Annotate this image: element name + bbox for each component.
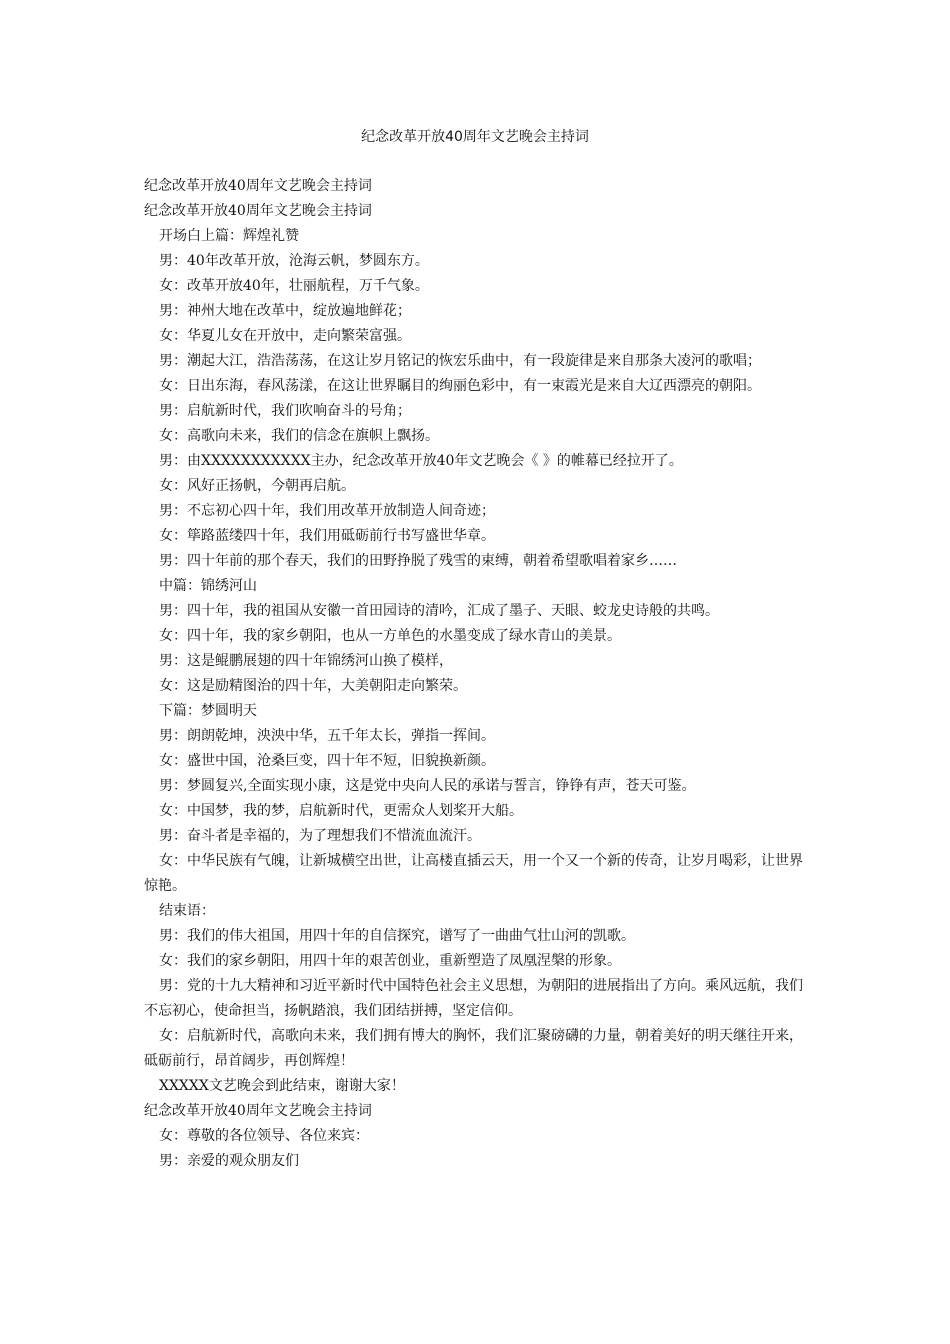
document-body [144,174,806,1174]
dialogue-line: 女：我们的家乡朝阳，用四十年的艰苦创业，重新塑造了凤凰涅槃的形象。 [159,953,621,969]
dialogue-line: 女：这是励精图治的四十年，大美朝阳走向繁荣。 [159,678,467,694]
dialogue-line: 男：梦圆复兴,全面实现小康，这是党中央向人民的承诺与誓言，铮铮有声，苍天可鉴。 [159,778,696,794]
dialogue-line: 男：四十年前的那个春天，我们的田野挣脱了残雪的束缚，朝着希望歌唱着家乡…… [159,553,677,569]
dialogue-line: 女：尊敬的各位领导、各位来宾： [159,1128,369,1144]
dialogue-line: 男：四十年，我的祖国从安徽一首田园诗的清吟，汇成了墨子、天眼、蛟龙史诗般的共鸣。 [159,603,719,619]
dialogue-line: 男：朗朗乾坤，泱泱中华，五千年太长，弹指一挥间。 [159,728,495,744]
dialogue-line: 女：中国梦，我的梦，启航新时代，更需众人划桨开大船。 [159,803,523,819]
dialogue-line: 女：中华民族有气魄，让新城横空出世，让高楼直插云天，用一个又一个新的传奇，让岁月喝彩，让世界惊艳。 [144,853,803,894]
dialogue-line: 男：启航新时代，我们吹响奋斗的号角； [159,403,411,419]
dialogue-line: 女：启航新时代，高歌向未来，我们拥有博大的胸怀，我们汇聚磅礴的力量，朝着美好的明天继往开来，砥砺前行，昂首阔步，再创辉煌！ [144,1028,803,1069]
dialogue-line: 男：亲爱的观众朋友们 [159,1153,299,1169]
section-heading-opening: 开场白上篇：辉煌礼赞 [159,228,299,244]
paragraph-heading-repeat: 纪念改革开放40周年文艺晚会主持词 [144,178,372,194]
dialogue-line: 男：党的十九大精神和习近平新时代中国特色社会主义思想，为朝阳的进展指出了方向。乘风远航，我们不忘初心，使命担当，扬帆踏浪，我们团结拼搏，坚定信仰。 [144,978,803,1019]
dialogue-line: 女：风好正扬帆，今朝再启航。 [159,478,355,494]
dialogue-line: 男：由XXXXXXXXXXX主办，纪念改革开放40年文艺晚会《 》的帷幕已经拉开了。 [159,453,683,469]
dialogue-line: 男：神州大地在改革中，绽放遍地鲜花； [159,303,411,319]
section-heading-final: 下篇：梦圆明天 [159,703,257,719]
paragraph-heading-repeat: 纪念改革开放40周年文艺晚会主持词 [144,203,372,219]
dialogue-line: 女：改革开放40年，壮丽航程，万千气象。 [159,278,429,294]
dialogue-line: 男：这是鲲鹏展翅的四十年锦绣河山换了模样， [159,653,453,669]
section-heading-closing: 结束语： [159,903,215,919]
paragraph-heading-repeat: 纪念改革开放40周年文艺晚会主持词 [144,1103,372,1119]
dialogue-line: 男：潮起大江，浩浩荡荡，在这让岁月铭记的恢宏乐曲中，有一段旋律是来自那条大凌河的歌唱； [159,353,761,369]
closing-line: XXXXX文艺晚会到此结束，谢谢大家！ [159,1078,405,1094]
dialogue-line: 女：筚路蓝缕四十年，我们用砥砺前行书写盛世华章。 [159,528,495,544]
dialogue-line: 女：盛世中国，沧桑巨变，四十年不短，旧貌换新颜。 [159,753,495,769]
dialogue-line: 女：四十年，我的家乡朝阳，也从一方单色的水墨变成了绿水青山的美景。 [159,628,621,644]
dialogue-line: 男：40年改革开放，沧海云帆，梦圆东方。 [159,253,429,269]
dialogue-line: 女：华夏儿女在开放中，走向繁荣富强。 [159,328,411,344]
dialogue-line: 男：我们的伟大祖国，用四十年的自信探究，谱写了一曲曲气壮山河的凯歌。 [159,928,635,944]
dialogue-line: 男：奋斗者是幸福的，为了理想我们不惜流血流汗。 [159,828,481,844]
dialogue-line: 女：日出东海，春风荡漾，在这让世界瞩目的绚丽色彩中，有一束霞光是来自大辽西漂亮的朝阳。 [159,378,761,394]
document-title: 纪念改革开放40周年文艺晚会主持词 [361,129,589,145]
dialogue-line: 男：不忘初心四十年，我们用改革开放制造人间奇迹； [159,503,495,519]
section-heading-middle: 中篇：锦绣河山 [159,578,257,594]
dialogue-line: 女：高歌向未来，我们的信念在旗帜上飘扬。 [159,428,439,444]
